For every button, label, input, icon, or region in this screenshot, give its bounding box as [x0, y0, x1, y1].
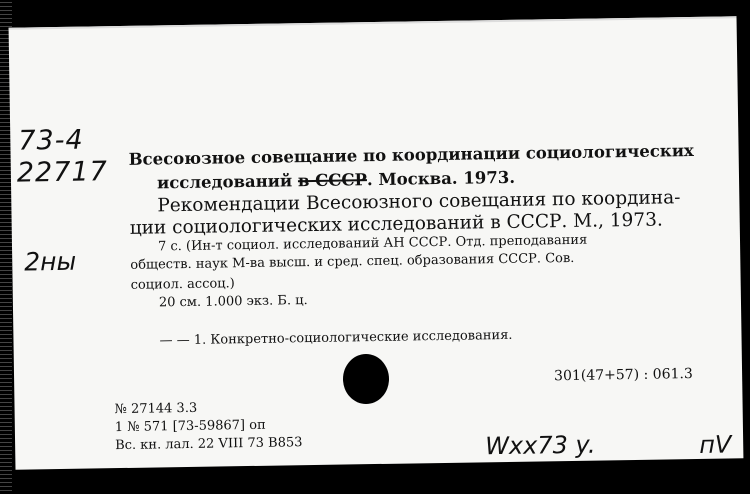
classification-code: 301(47+57) : 061.3 — [553, 366, 693, 385]
recommendation-line-2: ции социологических исследований в СССР. М., 1973. — [129, 209, 663, 239]
registry-line-2: 1 № 571 [73-59867] оп — [114, 417, 266, 436]
detail-line-3: социол. ассоц.) — [130, 276, 235, 293]
detail-line-2: обществ. наук М-ва высш. и сред. спец. образования СССР. Сов. — [130, 250, 575, 273]
handwritten-mark: 2ны — [24, 246, 77, 277]
handwritten-signature-right: пV — [698, 430, 732, 459]
title-line-1: Всесоюзное совещание по координации социологических — [128, 140, 694, 169]
title-line-2-suffix: . Москва. 1973. — [366, 167, 516, 190]
title-line-2-prefix: исследований — [156, 171, 293, 193]
detail-line-1: 7 с. (Ин-т социол. исследований АН СССР. Отд. преподавания — [157, 232, 588, 255]
catalog-card — [9, 16, 744, 469]
handwritten-code-top: 73-4 — [18, 124, 84, 157]
title-line-2 — [157, 168, 515, 193]
detail-line-4: 20 см. 1.000 экз. Б. ц. — [158, 293, 308, 311]
punch-hole — [343, 354, 389, 404]
registry-line-3: Вс. кн. лал. 22 VIII 73 В853 — [115, 435, 303, 454]
handwritten-code-bottom: 22717 — [16, 156, 108, 189]
handwritten-signature-middle: Wxx73 y. — [484, 430, 596, 461]
registry-line-1: № 27144 3.3 — [114, 400, 198, 418]
recommendation-line-1: Рекомендации Всесоюзного совещания по координа- — [157, 187, 681, 217]
title-struck-text: в СССР — [297, 170, 368, 191]
subject-heading: — — 1. Конкретно-социологические исследования. — [159, 327, 513, 349]
